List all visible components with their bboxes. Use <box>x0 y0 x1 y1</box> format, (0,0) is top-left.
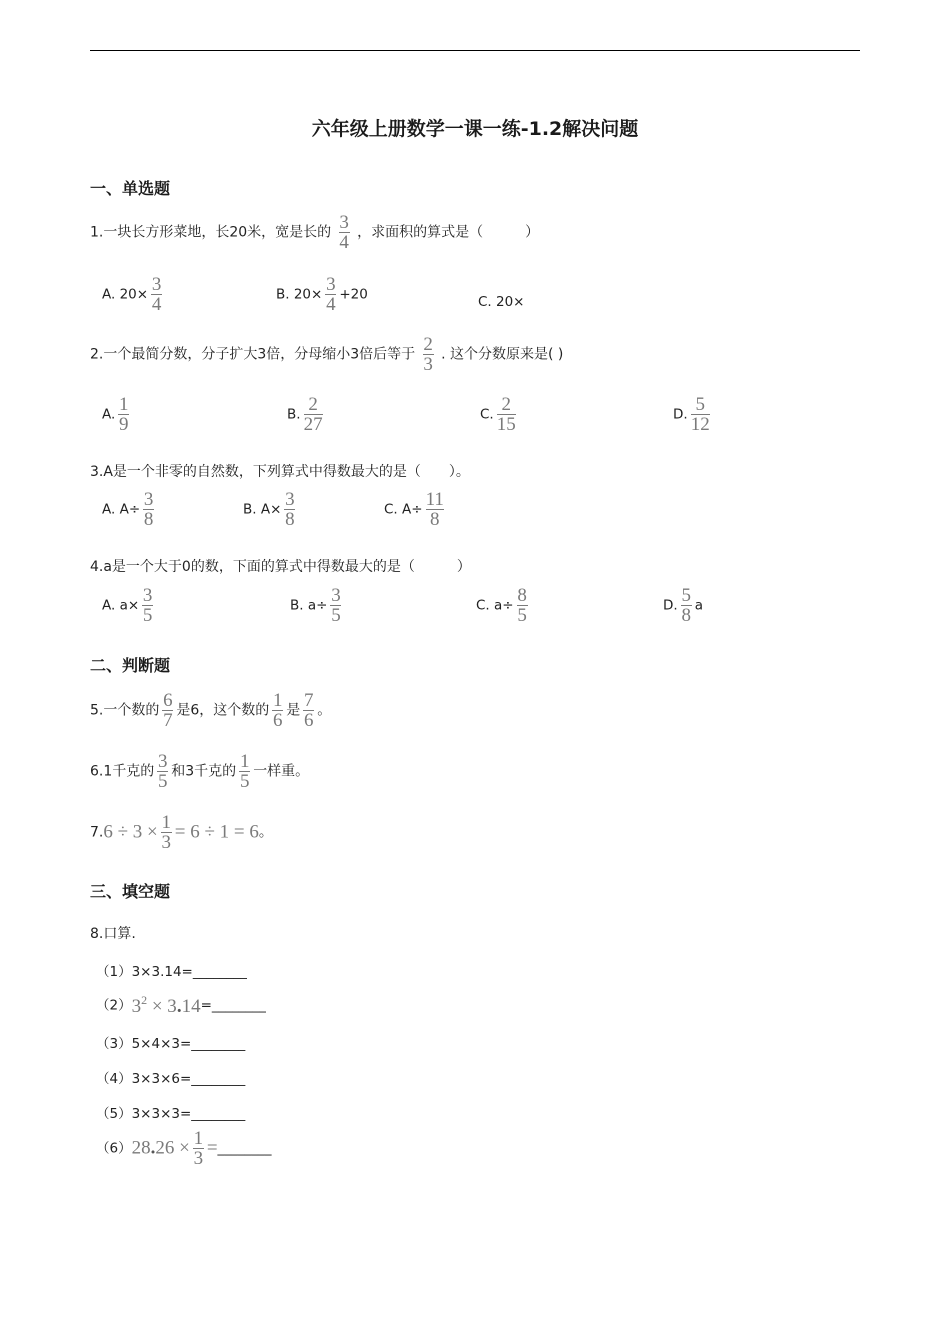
question-3-option-a[interactable]: A. A÷ $\frac{3}{8}$ <box>102 489 154 530</box>
question-5: 5.一个数的 $\frac{6}{7}$ 是6，这个数的 $\frac{1}{6}$ 是 $\frac{7}{6}$ 。 <box>90 690 332 731</box>
option-fraction: $\frac{1}{9}$ <box>119 394 129 435</box>
question-3-option-b[interactable]: B. A× $\frac{3}{8}$ <box>243 489 295 530</box>
section-heading-true-false: 二、判断题 <box>90 656 171 675</box>
option-fraction: $\frac{3}{4}$ <box>151 274 162 315</box>
header-rule <box>90 50 860 51</box>
question-6-fraction-1: $\frac{3}{5}$ <box>158 751 168 792</box>
question-2-option-d[interactable]: D. $\frac{5}{12}$ <box>673 394 710 435</box>
question-6: 6.1千克的 $\frac{3}{5}$ 和3千克的 $\frac{1}{5}$ 一样重。 <box>90 751 310 792</box>
option-fraction: $\frac{5}{8}$ <box>681 585 691 626</box>
question-2-option-c[interactable]: C. $\frac{2}{15}$ <box>480 394 516 435</box>
question-3: 3.A是一个非零的自然数，下列算式中得数最大的是（ ）。 <box>90 464 470 480</box>
answer-blank[interactable]: ________ <box>217 1140 272 1157</box>
question-2-text: 2.一个最简分数，分子扩大3倍，分母缩小3倍后等于 <box>90 346 416 363</box>
question-4-option-c[interactable]: C. a÷ $\frac{8}{5}$ <box>476 585 527 626</box>
question-7-fraction: $\frac{1}{3}$ <box>161 812 172 853</box>
question-5-fraction-2: $\frac{1}{6}$ <box>273 690 283 731</box>
option-fraction: $\frac{3}{5}$ <box>331 585 341 626</box>
question-1-option-c[interactable]: C. 20× <box>478 294 525 310</box>
q8-item-4: （4）3×3×6=________ <box>96 1071 246 1087</box>
q8-item-1: （1）3×3.14=________ <box>96 964 247 980</box>
answer-blank[interactable]: ________ <box>191 1036 246 1052</box>
q8-item-6: （6）28.26 × $\frac{1}{3}$ =________ <box>96 1128 272 1169</box>
question-5-fraction-3: $\frac{7}{6}$ <box>304 690 314 731</box>
option-fraction: $\frac{3}{8}$ <box>143 489 154 530</box>
q8-item-6-fraction: $\frac{1}{3}$ <box>193 1128 204 1169</box>
question-8: 8.口算. <box>90 926 136 942</box>
option-fraction: $\frac{5}{12}$ <box>690 394 710 435</box>
page-title: 六年级上册数学一课一练-1.2解决问题 <box>311 118 639 140</box>
answer-blank[interactable]: ________ <box>192 964 247 980</box>
q8-item-2: $(2)3^2$ × 3.14=________ <box>96 993 266 1017</box>
q8-item-5: （5）3×3×3=________ <box>96 1106 246 1122</box>
question-5-fraction-1: $\frac{6}{7}$ <box>163 690 173 731</box>
question-2-option-a[interactable]: A. $\frac{1}{9}$ <box>102 394 129 435</box>
question-2-text-end: . 这个分数原来是( ) <box>441 346 564 363</box>
option-fraction: $\frac{3}{4}$ <box>326 274 336 315</box>
q8-item-6-expression: 28.26 × <box>131 1137 190 1159</box>
question-2 <box>90 336 563 373</box>
question-2-option-b[interactable]: B. $\frac{2}{27}$ <box>287 394 323 435</box>
question-1-fraction: $\frac{3}{4}$ <box>339 212 349 253</box>
question-6-fraction-2: $\frac{1}{5}$ <box>239 751 250 792</box>
option-fraction: $\frac{2}{27}$ <box>303 394 323 435</box>
option-fraction: $\frac{3}{8}$ <box>285 489 295 530</box>
question-7-equation-right: = 6 ÷ 1 = 6 <box>174 821 259 843</box>
question-4: 4.a是一个大于0的数，下面的算式中得数最大的是（ ） <box>90 559 471 575</box>
option-fraction: $\frac{2}{15}$ <box>496 394 516 435</box>
question-1-option-a[interactable]: A. 20× $\frac{3}{4}$ <box>102 274 162 315</box>
option-fraction: $\frac{8}{5}$ <box>517 585 527 626</box>
section-heading-fill-in: 三、填空题 <box>90 882 171 901</box>
question-1-text-end: ，求面积的算式是（ ） <box>357 224 540 241</box>
answer-blank[interactable]: ________ <box>191 1106 246 1122</box>
q8-item-2-expression: $3^2 \times 3.14$ <box>131 993 201 1017</box>
question-4-option-a[interactable]: A. a× $\frac{3}{5}$ <box>102 585 153 626</box>
answer-blank[interactable]: ________ <box>211 997 266 1014</box>
question-1 <box>90 214 539 251</box>
q8-item-3: （3）5×4×3=________ <box>96 1036 246 1052</box>
question-1-option-b[interactable]: B. 20× $\frac{3}{4}$ +20 <box>276 274 368 315</box>
question-4-option-d[interactable]: D. $\frac{5}{8}$ a <box>663 585 703 626</box>
question-4-option-b[interactable]: B. a÷ $\frac{3}{5}$ <box>290 585 341 626</box>
question-3-option-c[interactable]: C. A÷ $\frac{11}{8}$ <box>384 489 444 530</box>
question-7: 7.6 ÷ 3 × $\frac{1}{3}$ = 6 ÷ 1 = 6。 <box>90 812 273 853</box>
question-2-fraction: $\frac{2}{3}$ <box>423 334 433 375</box>
section-heading-single-choice: 一、单选题 <box>90 179 171 198</box>
option-fraction: $\frac{3}{5}$ <box>142 585 153 626</box>
question-1-text: 1.一块长方形菜地，长20米，宽是长的 <box>90 224 332 241</box>
answer-blank[interactable]: ________ <box>191 1071 246 1087</box>
question-7-equation-left: 6 ÷ 3 × <box>103 821 158 843</box>
option-fraction: $\frac{11}{8}$ <box>425 489 444 530</box>
